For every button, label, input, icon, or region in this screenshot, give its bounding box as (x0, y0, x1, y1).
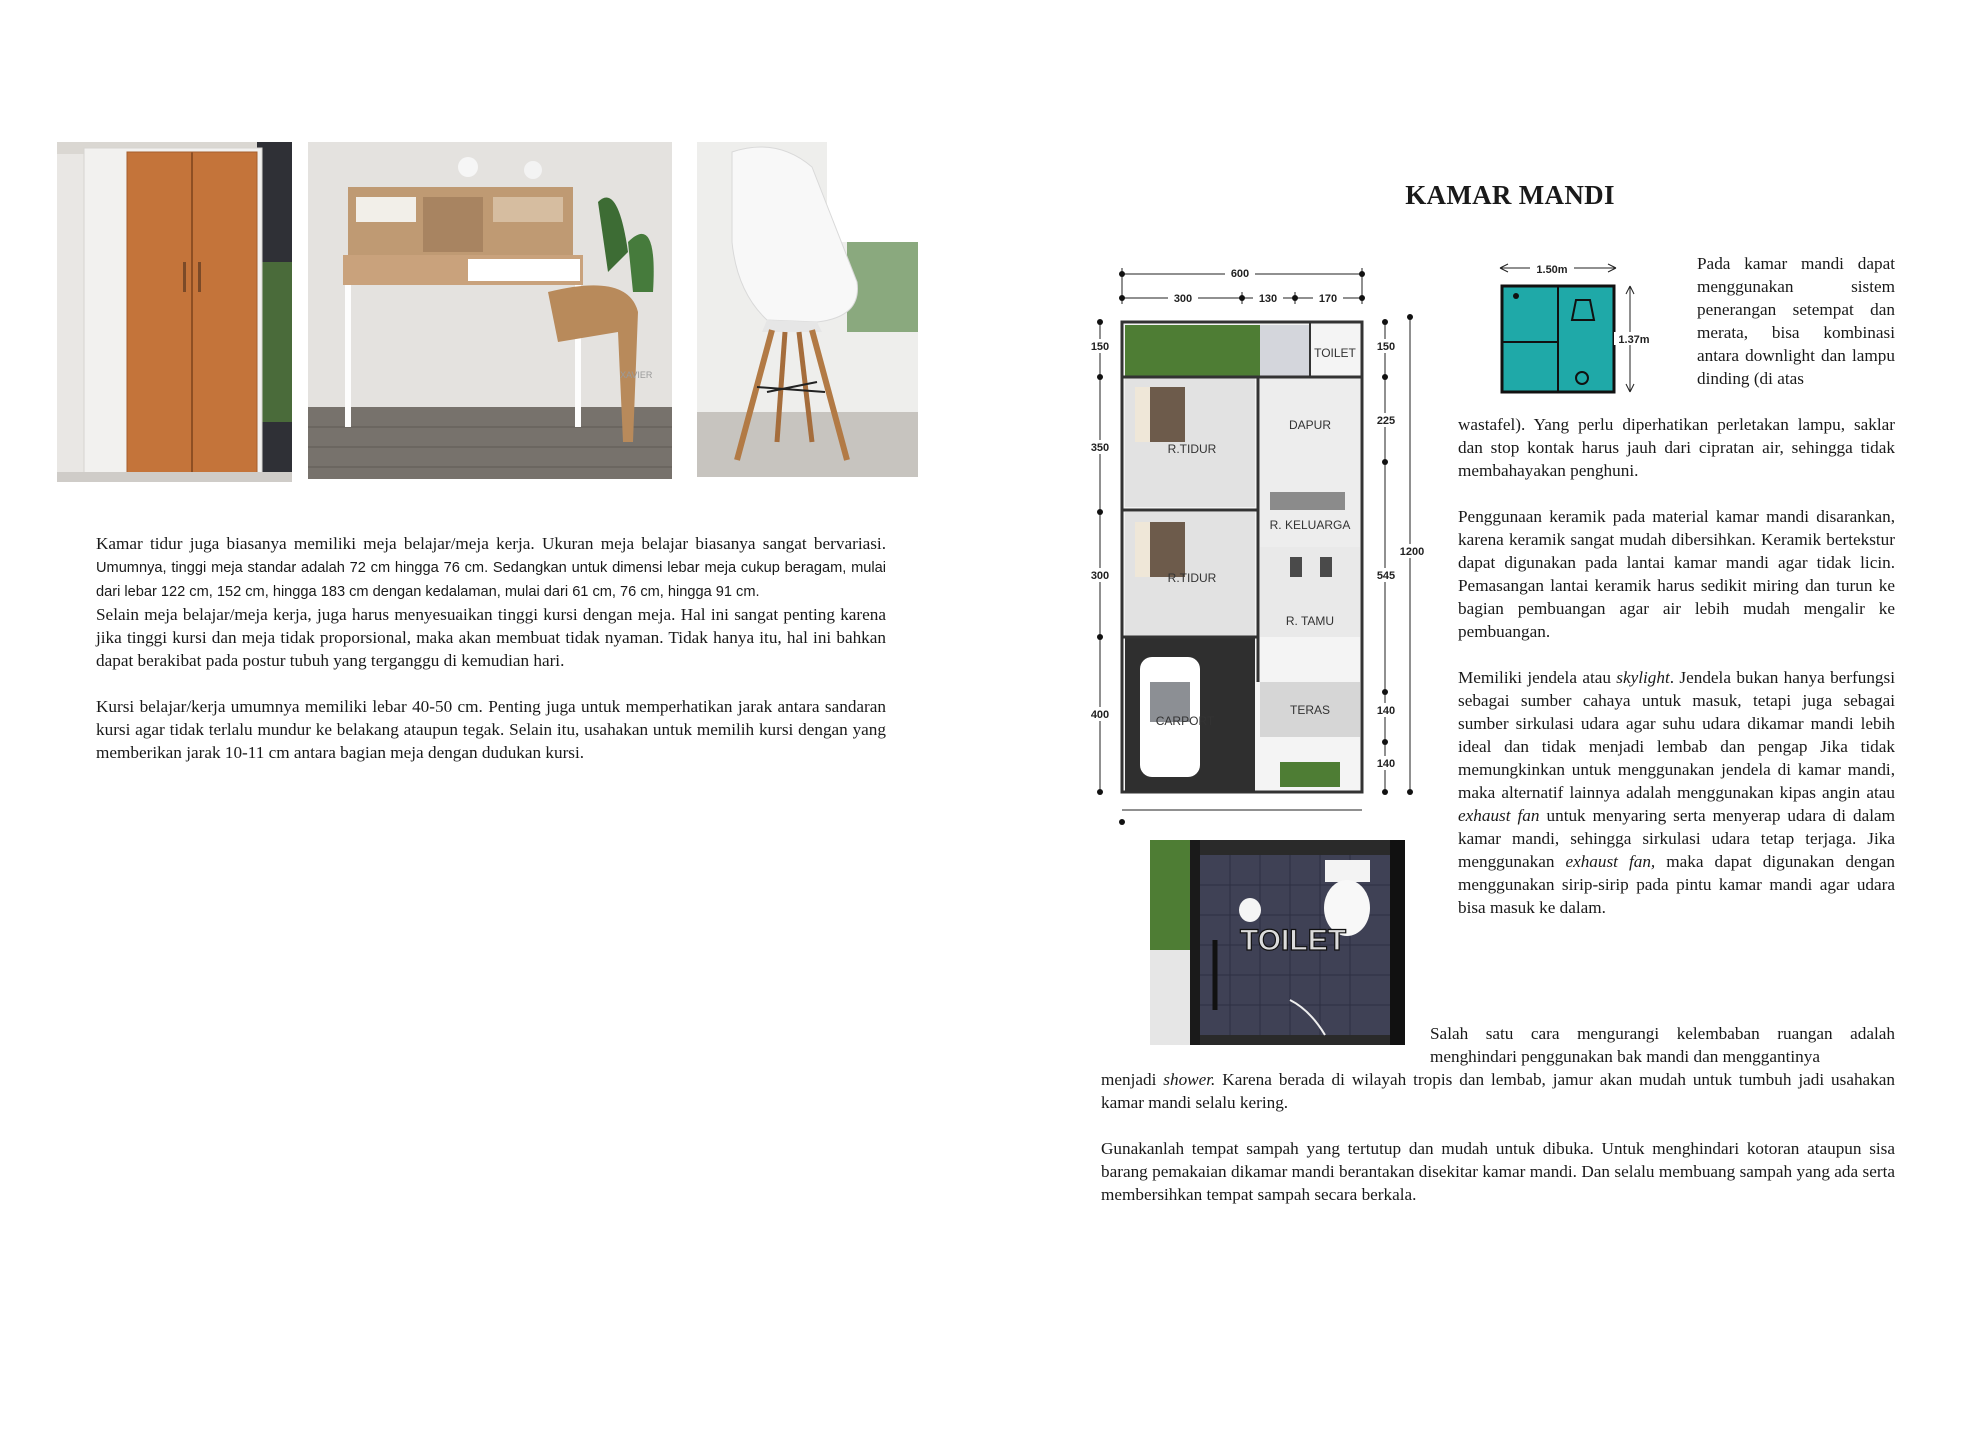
room-tamu: R. TAMU (1285, 614, 1335, 628)
floor-plan-diagram (1080, 262, 1430, 840)
chair-height-paragraph: Selain meja belajar/meja kerja, juga harus menyesuaikan tinggi kursi dengan meja. Hal ini sangat penting karena jika tinggi kursi dan meja tidak proporsional, maka akan membuat tidak nyaman. Tidak hanya itu, hal ini bahkan dapat berakibat pada postur tubuh yang terganggu di kemudian hari. (96, 605, 886, 670)
right-bottom-text (1101, 1068, 1895, 1206)
window-text-4: maka dapat digunakan dengan menggunakan sirip-sirip pada pintu kamar mandi agar udara bisa masuk ke dalam. (1458, 852, 1895, 917)
room-carport: CARPORT (1155, 714, 1215, 728)
room-toilet: TOILET (1314, 346, 1356, 360)
dim-right-4: 140 (1376, 705, 1396, 717)
chair-photo (697, 142, 918, 477)
dim-right-5: 140 (1376, 758, 1396, 770)
shower-paragraph-a: Salah satu cara mengurangi kelembaban ruangan adalah menghindari penggunakan bak mandi dan menggantinya (1430, 1024, 1895, 1066)
dim-top-2: 130 (1258, 293, 1278, 305)
room-tidur-1: R.TIDUR (1167, 442, 1217, 456)
shower-text-italic: shower. (1163, 1070, 1216, 1089)
shower-text-2a: menjadi (1101, 1070, 1164, 1089)
left-text-block (96, 532, 886, 764)
shower-text-a (1430, 1022, 1895, 1068)
lighting-text-a (1697, 252, 1895, 390)
lighting-paragraph-a: Pada kamar mandi dapat menggunakan sistem penerangan setempat dan merata, bisa kombinasi antara downlight dan lampu dinding (di atas (1697, 254, 1895, 388)
window-text-exhaust-1: exhaust fan (1458, 806, 1540, 825)
dim-right-3: 545 (1376, 570, 1396, 582)
toilet-render (1150, 840, 1405, 1045)
wardrobe-photo (57, 142, 292, 482)
room-keluarga: R. KELUARGA (1269, 518, 1351, 532)
window-text-2: . Jendela bukan hanya berfungsi sebagai sumber cahaya untuk masuk, tetapi juga sebagai sumber sirkulasi udara agar suhu udara dikamar mandi lebih ideal dan tidak menjadi lembab dan pengap Jika tidak memungkinkan untuk menggunakan jendela di kamar mandi, maka alternatif lainnya adalah menggunakan kipas angin atau (1458, 668, 1895, 802)
shower-text-2b: Karena berada di wilayah tropis dan lembab, jamur akan mudah untuk tumbuh jadi usahakan kamar mandi selalu kering. (1101, 1070, 1895, 1112)
shower-paragraph-b (1101, 1068, 1895, 1114)
window-text-1: Memiliki jendela atau (1458, 668, 1617, 687)
room-tidur-2: R.TIDUR (1167, 571, 1217, 585)
page-title: KAMAR MANDI (1405, 180, 1615, 210)
bath-height-label: 1.37m (1618, 334, 1650, 346)
toilet-render-label: TOILET (1239, 924, 1347, 957)
dim-right-total: 1200 (1399, 546, 1425, 558)
desk-paragraph-sans: Umumnya, tinggi meja standar adalah 72 cm hingga 76 cm. Sedangkan untuk dimensi lebar meja cukup beragam, mulai dari lebar 122 cm, 152 cm, hingga 183 cm dengan kedalaman, mulai dari 61 cm, 76 cm, hingga 91 cm. (96, 560, 886, 600)
lighting-paragraph-b: wastafel). Yang perlu diperhatikan perletakan lampu, saklar dan stop kontak harus jauh dari cipratan air, sehingga tidak membahayakan penghuni. (1458, 415, 1895, 480)
window-text-skylight: skylight (1616, 668, 1670, 687)
dim-left-1: 150 (1090, 341, 1110, 353)
right-main-text (1458, 413, 1895, 919)
dim-top-3: 170 (1318, 293, 1338, 305)
room-teras: TERAS (1289, 703, 1331, 717)
desk-paragraph-serif: Kamar tidur juga biasanya memiliki meja belajar/meja kerja. Ukuran meja belajar biasanya sangat bervariasi. (96, 534, 886, 553)
dim-top-1: 300 (1173, 293, 1193, 305)
dim-right-1: 150 (1376, 341, 1396, 353)
trash-paragraph: Gunakanlah tempat sampah yang tertutup dan mudah untuk dibuka. Untuk menghindari kotoran ataupun sisa barang pemakaian dikamar mandi berantakan disekitar kamar mandi. Dan selalu membuang sampah yang ada serta membersihkan tempat sampah secara berkala. (1101, 1139, 1895, 1204)
dim-right-2: 225 (1376, 415, 1396, 427)
desk-photo-watermark: XAVIER (620, 370, 653, 380)
window-text-exhaust-2: exhaust fan, (1565, 852, 1656, 871)
desk-paragraph (96, 532, 886, 603)
window-text-3: untuk menyaring serta menyerap udara di dalam kamar mandi, sehingga sirkulasi udara tetap terjaga. Jika menggunakan (1458, 806, 1895, 871)
dim-top-total: 600 (1230, 268, 1250, 280)
dim-left-3: 300 (1090, 570, 1110, 582)
bath-width-label: 1.50m (1536, 264, 1568, 276)
ceramic-paragraph: Penggunaan keramik pada material kamar mandi disarankan, karena keramik sangat mudah dibersihkan. Keramik bertekstur dapat digunakan pada lantai kamar mandi agar tidak licin. Pemasangan lantai keramik harus sedikit miring dan turun ke bagian pembuangan agar air lebih mudah mengalir ke pembuangan. (1458, 507, 1895, 641)
bathroom-plan-diagram (1490, 260, 1670, 400)
desk-photo (308, 142, 672, 479)
dim-left-2: 350 (1090, 442, 1110, 454)
dim-left-4: 400 (1090, 709, 1110, 721)
chair-width-paragraph: Kursi belajar/kerja umumnya memiliki lebar 40-50 cm. Penting juga untuk memperhatikan jarak antara sandaran kursi agar tidak terlalu mundur ke belakang ataupun tegak. Selain itu, usahakan untuk memilih kursi dengan yang memberikan jarak 10-11 cm antara bagian meja dengan dudukan kursi. (96, 697, 886, 762)
room-dapur: DAPUR (1288, 418, 1332, 432)
window-paragraph (1458, 666, 1895, 919)
